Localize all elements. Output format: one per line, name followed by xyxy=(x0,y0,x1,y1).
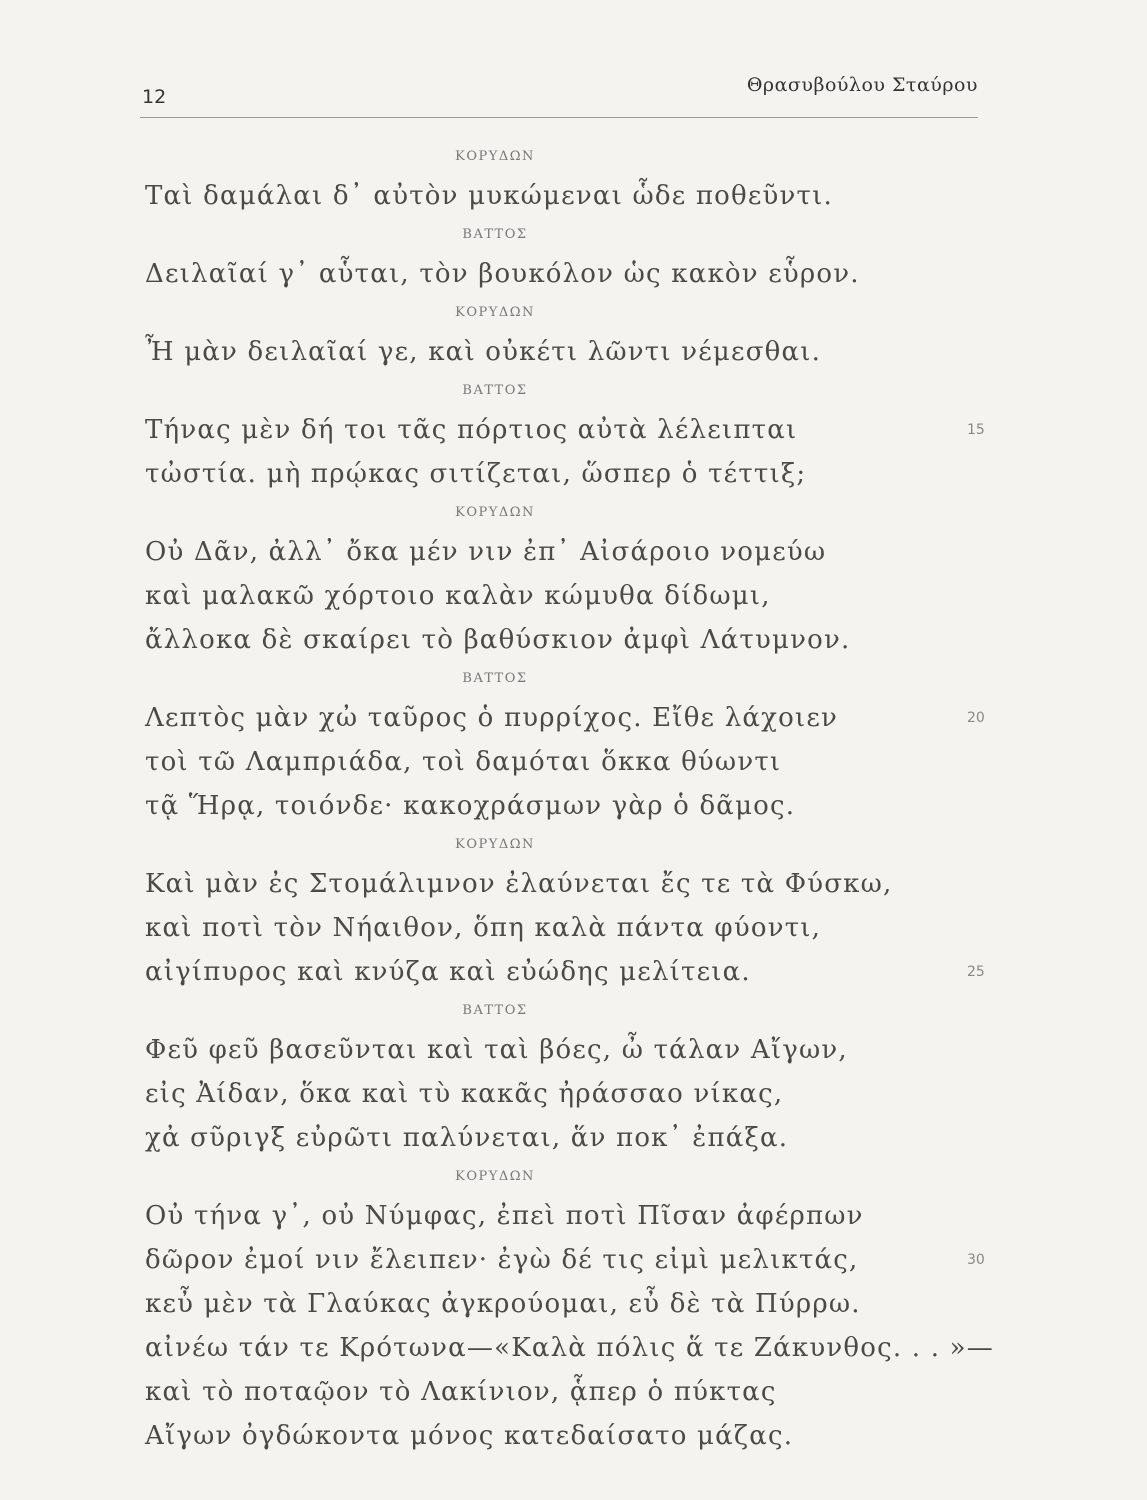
speaker-label: ΒΑΤΤΟΣ xyxy=(462,1003,528,1018)
verse-line xyxy=(145,452,1005,496)
poem-text xyxy=(145,140,1005,1458)
verse-line xyxy=(145,1282,1005,1326)
speaker-label: ΚΟΡΥΔΩΝ xyxy=(455,149,535,164)
verse-line xyxy=(145,1116,1005,1160)
verse-text: τὠστία. μὴ πρῴκας σιτίζεται, ὥσπερ ὁ τέττιξ; xyxy=(145,459,807,489)
verse-text: αἰγίπυρος καὶ κνύζα καὶ εὐώδης μελίτεια. xyxy=(145,957,751,987)
verse-line xyxy=(145,618,1005,662)
verse-line xyxy=(145,408,1005,452)
verse-line xyxy=(145,252,1005,296)
line-number: 15 xyxy=(967,422,985,438)
page-header xyxy=(140,70,978,120)
verse-text: Ἦ μὰν δειλαῖαί γε, καὶ οὐκέτι λῶντι νέμεσθαι. xyxy=(145,337,822,367)
verse-text: τοὶ τῶ Λαμπριάδα, τοὶ δαμόται ὅκκα θύωντι xyxy=(145,747,782,777)
verse-line xyxy=(145,330,1005,374)
speaker-label: ΚΟΡΥΔΩΝ xyxy=(455,305,535,320)
verse-line xyxy=(145,740,1005,784)
line-number: 25 xyxy=(967,964,985,980)
verse-line xyxy=(145,1370,1005,1414)
verse-text: χἀ σῦριγξ εὐρῶτι παλύνεται, ἅν ποκ᾽ ἐπάξα. xyxy=(145,1123,789,1153)
speaker-label: ΒΑΤΤΟΣ xyxy=(462,383,528,398)
verse-text: εἰς Ἀίδαν, ὅκα καὶ τὺ κακᾶς ἠράσσαο νίκας, xyxy=(145,1079,784,1109)
verse-text: καὶ μαλακῶ χόρτοιο καλὰν κώμυθα δίδωμι, xyxy=(145,581,771,611)
verse-line xyxy=(145,174,1005,218)
line-number: 20 xyxy=(967,710,985,726)
header-rule xyxy=(140,117,978,118)
verse-text: Τήνας μὲν δή τοι τᾶς πόρτιος αὐτὰ λέλειπται xyxy=(145,415,798,445)
verse-text: καὶ τὸ ποταῷον τὸ Λακίνιον, ᾇπερ ὁ πύκτας xyxy=(145,1377,777,1407)
verse-text: Καὶ μὰν ἐς Στομάλιμνον ἐλαύνεται ἔς τε τὰ Φύσκω, xyxy=(145,869,893,899)
verse-text: Οὐ τήνα γ᾽, οὐ Νύμφας, ἐπεὶ ποτὶ Πῖσαν ἀφέρπων xyxy=(145,1201,864,1231)
running-head: Θρασυβούλου Σταύρου xyxy=(746,74,978,96)
verse-line xyxy=(145,784,1005,828)
verse-text: Δειλαῖαί γ᾽ αὗται, τὸν βουκόλον ὡς κακὸν εὗρον. xyxy=(145,259,860,289)
verse-line xyxy=(145,1238,1005,1282)
verse-line xyxy=(145,1194,1005,1238)
verse-line xyxy=(145,862,1005,906)
verse-text: κεὖ μὲν τὰ Γλαύκας ἀγκρούομαι, εὖ δὲ τὰ Πύρρω. xyxy=(145,1289,861,1319)
verse-text: Λεπτὸς μὰν χὠ ταῦρος ὁ πυρρίχος. Εἴθε λάχοιεν xyxy=(145,703,839,733)
speaker-label: ΚΟΡΥΔΩΝ xyxy=(455,837,535,852)
verse-text: Αἴγων ὀγδώκοντα μόνος κατεδαίσατο μάζας. xyxy=(145,1421,794,1451)
speaker-label: ΒΑΤΤΟΣ xyxy=(462,671,528,686)
speaker-label: ΚΟΡΥΔΩΝ xyxy=(455,1169,535,1184)
verse-text: Οὐ Δᾶν, ἀλλ᾽ ὄκα μέν νιν ἐπ᾽ Αἰσάροιο νομεύω xyxy=(145,537,827,567)
verse-text: τᾷ Ἥρᾳ, τοιόνδε· κακοχράσμων γὰρ ὁ δᾶμος. xyxy=(145,791,796,821)
verse-text: Φεῦ φεῦ βασεῦνται καὶ ταὶ βόες, ὦ τάλαν Αἴγων, xyxy=(145,1035,848,1065)
verse-line xyxy=(145,906,1005,950)
line-number: 30 xyxy=(967,1252,985,1268)
verse-line xyxy=(145,1028,1005,1072)
verse-text: καὶ ποτὶ τὸν Νήαιθον, ὅπη καλὰ πάντα φύοντι, xyxy=(145,913,822,943)
verse-text: δῶρον ἐμοί νιν ἔλειπεν· ἐγὼ δέ τις εἰμὶ μελικτάς, xyxy=(145,1245,859,1275)
speaker-label: ΒΑΤΤΟΣ xyxy=(462,227,528,242)
verse-text: Ταὶ δαμάλαι δ᾽ αὐτὸν μυκώμεναι ὧδε ποθεῦντι. xyxy=(145,181,833,211)
verse-text: ἄλλοκα δὲ σκαίρει τὸ βαθύσκιον ἀμφὶ Λάτυμνον. xyxy=(145,625,851,655)
verse-line xyxy=(145,696,1005,740)
verse-line xyxy=(145,1072,1005,1116)
verse-line xyxy=(145,950,1005,994)
verse-line xyxy=(145,1414,1005,1458)
verse-line xyxy=(145,1326,1005,1370)
verse-text: αἰνέω τάν τε Κρότωνα—«Καλὰ πόλις ἅ τε Ζάκυνθος. . . »— xyxy=(145,1333,994,1363)
verse-line xyxy=(145,574,1005,618)
verse-line xyxy=(145,530,1005,574)
page-number: 12 xyxy=(142,86,167,108)
speaker-label: ΚΟΡΥΔΩΝ xyxy=(455,505,535,520)
